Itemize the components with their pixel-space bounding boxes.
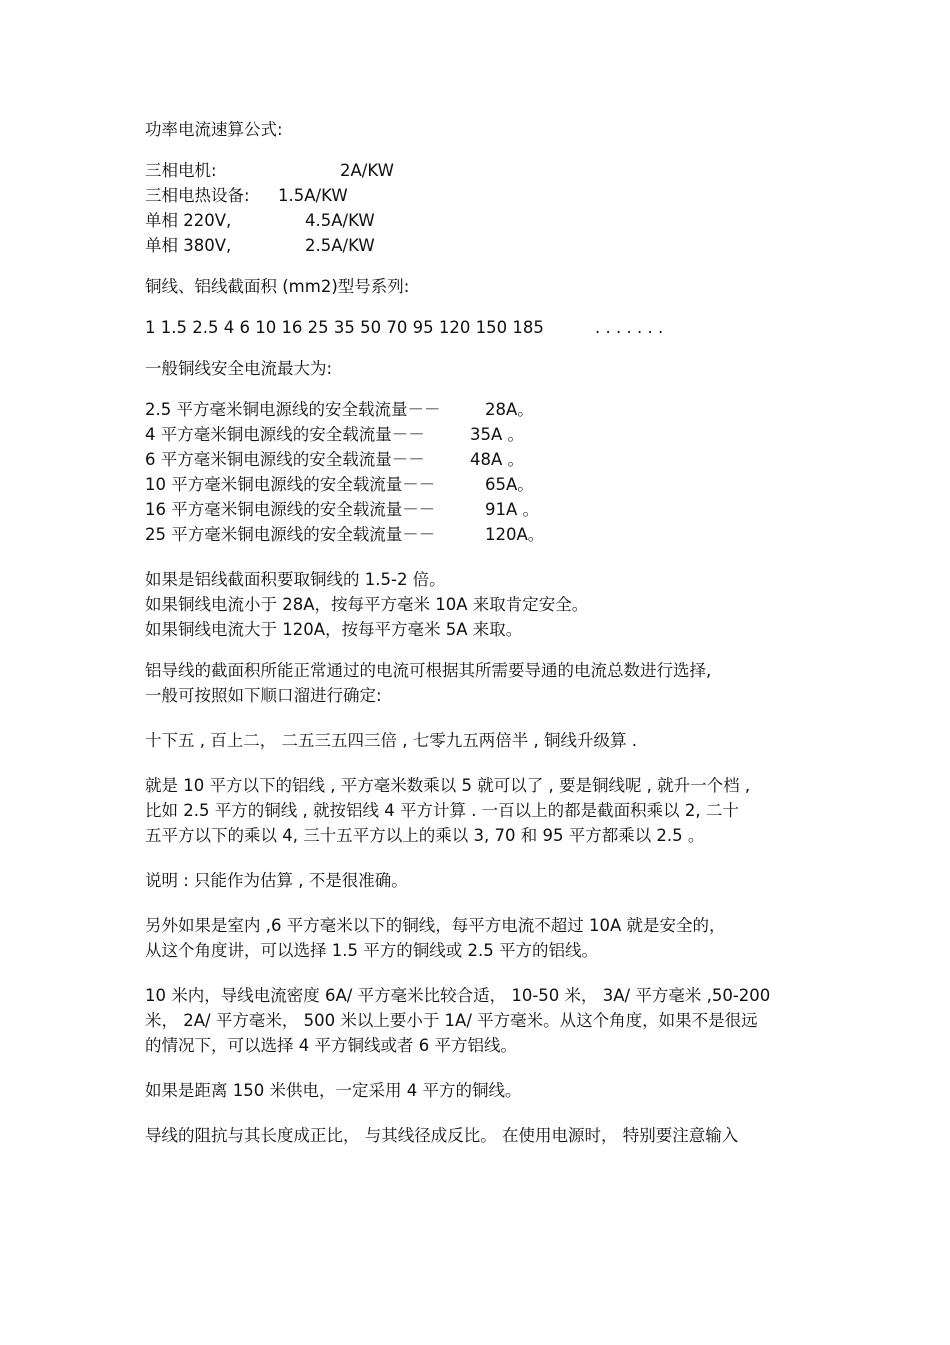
power-row-value: 1.5A/KW	[278, 186, 348, 205]
power-row	[145, 183, 815, 208]
rule-line: 如果铜线电流小于 28A，按每平方毫米 10A 来取肯定安全。	[145, 595, 589, 614]
safe-current-label: 6 平方毫米铜电源线的安全载流量－－	[145, 450, 425, 469]
safe-current-row	[145, 472, 815, 497]
power-row	[145, 208, 815, 233]
wire-series-dots: . . . . . . .	[595, 318, 664, 337]
explain-line: 就是 10 平方以下的铝线 , 平方毫米数乘以 5 就可以了 , 要是铜线呢 , 就升一个档 ,	[145, 776, 751, 795]
distance-line: 如果是距离 150 米供电，一定采用 4 平方的铜线。	[145, 1081, 522, 1100]
power-row-label: 单相 220V,	[145, 211, 232, 230]
density-line: 10 米内，导线电流密度 6A/ 平方毫米比较合适， 10-50 米， 3A/ 平方毫米 ,50-200	[145, 986, 771, 1005]
safe-current-value: 91A 。	[485, 500, 540, 519]
power-row-value: 4.5A/KW	[305, 211, 375, 230]
power-row-value: 2A/KW	[340, 161, 394, 180]
density-line: 米， 2A/ 平方毫米， 500 米以上要小于 1A/ 平方毫米。从这个角度，如果不是很远	[145, 1011, 758, 1030]
wire-series-values: 1 1.5 2.5 4 6 10 16 25 35 50 70 95 120 150 185	[145, 318, 544, 337]
aluminum-paragraph-line: 一般可按照如下顺口溜进行确定:	[145, 686, 382, 705]
safe-current-label: 10 平方毫米铜电源线的安全载流量－－	[145, 475, 436, 494]
safe-current-label: 16 平方毫米铜电源线的安全载流量－－	[145, 500, 436, 519]
power-row-label: 单相 380V,	[145, 236, 232, 255]
impedance-line: 导线的阻抗与其长度成正比， 与其线径成反比。 在使用电源时， 特别要注意输入	[145, 1126, 739, 1145]
safe-current-label: 2.5 平方毫米铜电源线的安全载流量－－	[145, 400, 441, 419]
explain-line: 五平方以下的乘以 4, 三十五平方以上的乘以 3, 70 和 95 平方都乘以 2.5 。	[145, 826, 705, 845]
safe-current-label: 4 平方毫米铜电源线的安全载流量－－	[145, 425, 425, 444]
rule-line: 如果铜线电流大于 120A，按每平方毫米 5A 来取。	[145, 620, 523, 639]
document-body	[145, 117, 815, 1148]
safe-current-label: 25 平方毫米铜电源线的安全载流量－－	[145, 525, 436, 544]
power-formula-title: 功率电流速算公式:	[145, 120, 283, 139]
explain-line: 比如 2.5 平方的铜线 , 就按铝线 4 平方计算 . 一百以上的都是截面积乘以 2, 二十	[145, 801, 739, 820]
wire-series-values-row	[145, 315, 815, 340]
power-row-value: 2.5A/KW	[305, 236, 375, 255]
indoor-line: 另外如果是室内 ,6 平方毫米以下的铜线，每平方电流不超过 10A 就是安全的，	[145, 916, 726, 935]
power-row-label: 三相电机:	[145, 161, 217, 180]
rule-line: 如果是铝线截面积要取铜线的 1.5-2 倍。	[145, 570, 446, 589]
safe-current-row	[145, 422, 815, 447]
density-line: 的情况下，可以选择 4 平方铜线或者 6 平方铝线。	[145, 1036, 517, 1055]
safe-current-value: 65A。	[485, 475, 534, 494]
indoor-line: 从这个角度讲，可以选择 1.5 平方的铜线或 2.5 平方的铝线。	[145, 941, 598, 960]
safe-current-value: 35A 。	[470, 425, 525, 444]
power-row	[145, 233, 815, 258]
aluminum-paragraph-line: 铝导线的截面积所能正常通过的电流可根据其所需要导通的电流总数进行选择,	[145, 661, 712, 680]
safe-current-title: 一般铜线安全电流最大为:	[145, 359, 333, 378]
power-row-label: 三相电热设备:	[145, 186, 250, 205]
safe-current-row	[145, 447, 815, 472]
safe-current-row	[145, 397, 815, 422]
safe-current-value: 28A。	[485, 400, 534, 419]
safe-current-value: 48A 。	[470, 450, 525, 469]
note-line: 说明 : 只能作为估算 , 不是很准确。	[145, 871, 408, 890]
safe-current-row	[145, 497, 815, 522]
safe-current-row	[145, 522, 815, 547]
wire-series-title: 铜线、铝线截面积 (mm2)型号系列:	[145, 277, 410, 296]
safe-current-value: 120A。	[485, 525, 545, 544]
power-row	[145, 158, 815, 183]
rhyme-line: 十下五 , 百上二， 二五三五四三倍 , 七零九五两倍半 , 铜线升级算 .	[145, 731, 637, 750]
